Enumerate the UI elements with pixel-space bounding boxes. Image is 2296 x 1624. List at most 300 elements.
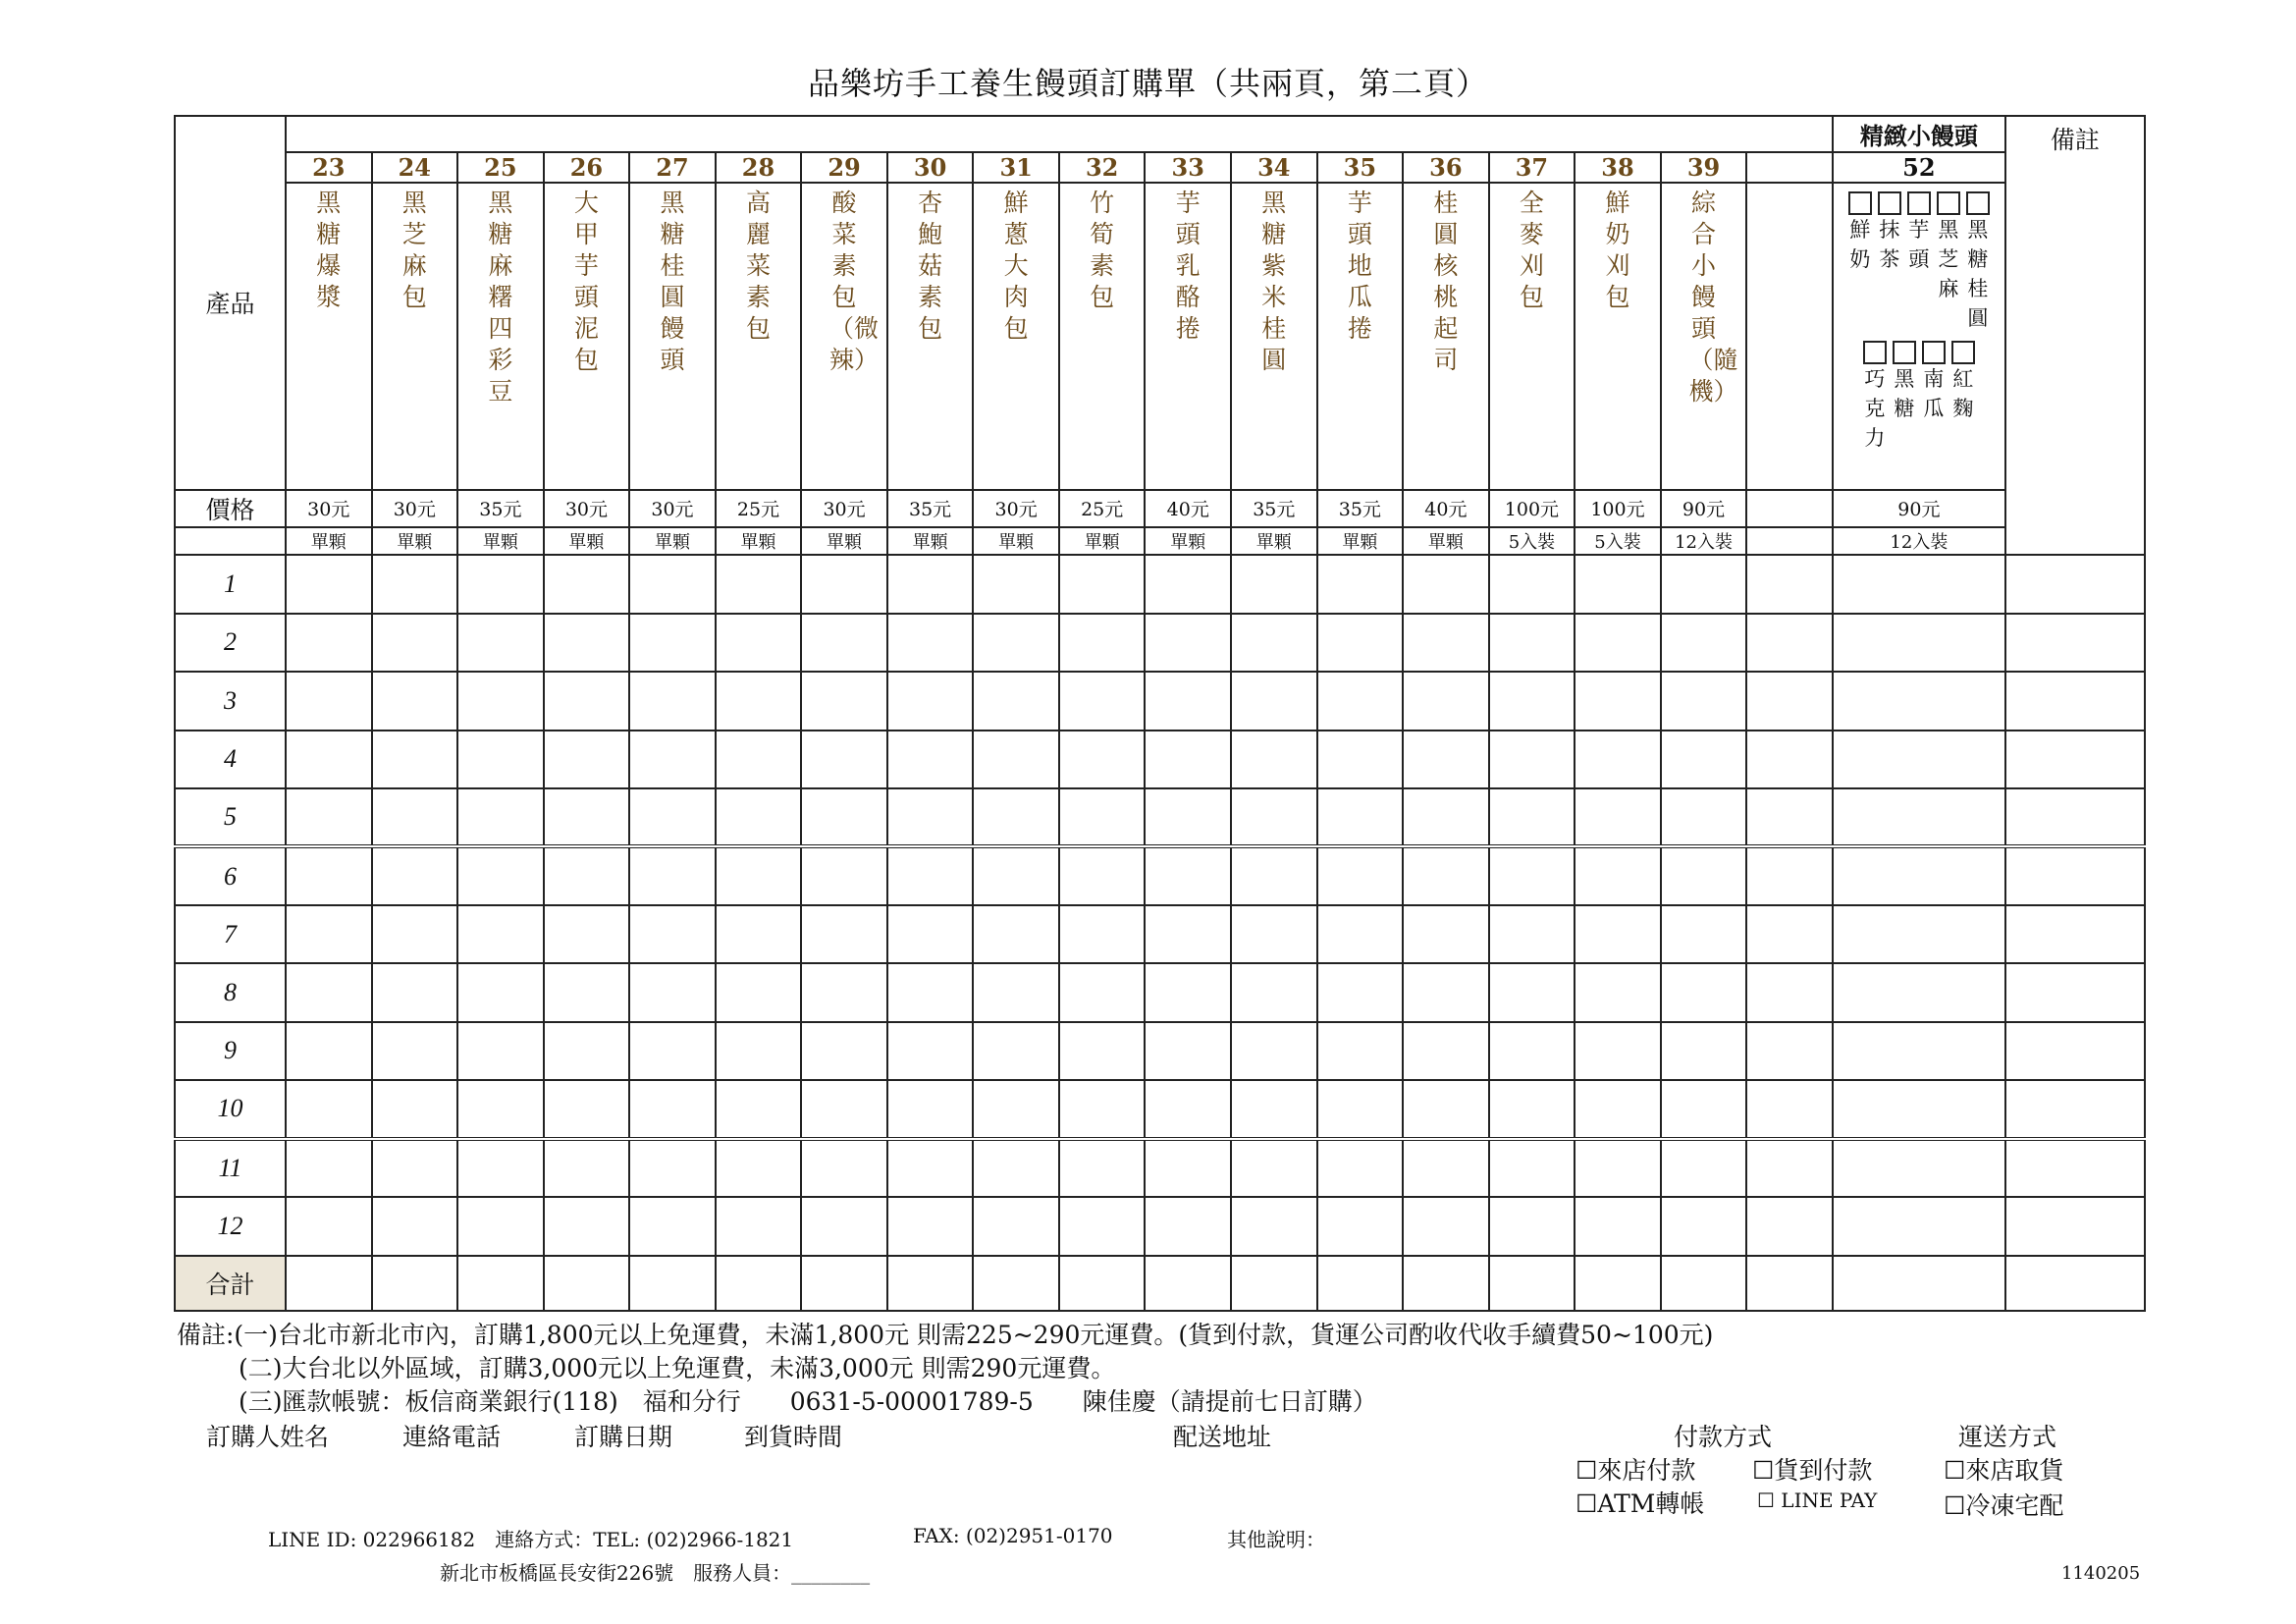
quantity-cell[interactable] [1403, 963, 1489, 1021]
quantity-cell[interactable] [457, 1022, 544, 1080]
quantity-cell[interactable] [1833, 963, 2005, 1021]
quantity-cell[interactable] [286, 846, 372, 904]
quantity-cell[interactable] [372, 846, 458, 904]
quantity-cell[interactable] [1403, 1139, 1489, 1197]
flavor-checkbox[interactable] [1937, 191, 1960, 215]
product-name-cell [1059, 183, 1146, 489]
flavor-label: 紅麴 [1952, 367, 1974, 421]
quantity-cell[interactable] [1231, 1139, 1317, 1197]
quantity-cell[interactable] [629, 555, 716, 613]
total-cell[interactable] [372, 1256, 458, 1311]
pay-atm-checkbox[interactable]: ☐ATM轉帳 [1575, 1489, 1705, 1518]
total-cell[interactable] [887, 1256, 974, 1311]
quantity-cell[interactable] [1059, 788, 1146, 846]
quantity-cell[interactable] [716, 846, 802, 904]
quantity-cell[interactable] [1746, 1080, 1833, 1138]
quantity-cell[interactable] [457, 1080, 544, 1138]
total-cell[interactable] [544, 1256, 630, 1311]
quantity-cell[interactable] [887, 555, 974, 613]
quantity-cell[interactable] [1661, 731, 1747, 788]
quantity-cell[interactable] [973, 788, 1059, 846]
quantity-cell[interactable] [629, 1139, 716, 1197]
quantity-cell[interactable] [1746, 963, 1833, 1021]
total-cell[interactable] [1231, 1256, 1317, 1311]
quantity-cell[interactable] [1059, 555, 1146, 613]
quantity-cell[interactable] [629, 963, 716, 1021]
total-cell[interactable] [629, 1256, 716, 1311]
quantity-cell[interactable] [544, 788, 630, 846]
quantity-cell[interactable] [457, 672, 544, 730]
quantity-cell[interactable] [1231, 731, 1317, 788]
quantity-cell[interactable] [1575, 788, 1661, 846]
product-number: 30 [887, 152, 974, 183]
quantity-cell[interactable] [1661, 1197, 1747, 1255]
quantity-cell[interactable] [1059, 1080, 1146, 1138]
total-cell[interactable] [1833, 1256, 2005, 1311]
quantity-cell[interactable] [716, 1080, 802, 1138]
quantity-cell[interactable] [544, 1139, 630, 1197]
quantity-cell[interactable] [1317, 672, 1404, 730]
quantity-cell[interactable] [544, 1080, 630, 1138]
quantity-cell[interactable] [1231, 1022, 1317, 1080]
quantity-cell[interactable] [1575, 731, 1661, 788]
quantity-cell[interactable] [1833, 731, 2005, 788]
quantity-cell[interactable] [544, 905, 630, 963]
product-name: 酸菜素包（微辣） [829, 189, 880, 375]
quantity-cell[interactable] [1661, 963, 1747, 1021]
quantity-cell[interactable] [1575, 905, 1661, 963]
note-1: 備註:(一)台北市新北市內，訂購1,800元以上免運費，未滿1,800元 則需225~290元運費。(貨到付款，貨運公司酌收代收手續費50~100元) [177, 1321, 1714, 1349]
quantity-cell[interactable] [887, 1139, 974, 1197]
quantity-cell[interactable] [2005, 905, 2145, 963]
quantity-cell[interactable] [1145, 1022, 1231, 1080]
quantity-cell[interactable] [457, 1197, 544, 1255]
quantity-cell[interactable] [1317, 731, 1404, 788]
quantity-cell[interactable] [286, 555, 372, 613]
quantity-cell[interactable] [716, 1139, 802, 1197]
flavor-checkbox[interactable] [1893, 341, 1916, 364]
quantity-cell[interactable] [973, 963, 1059, 1021]
quantity-cell[interactable] [2005, 672, 2145, 730]
quantity-cell[interactable] [973, 846, 1059, 904]
quantity-cell[interactable] [801, 1139, 887, 1197]
quantity-cell[interactable] [372, 731, 458, 788]
quantity-cell[interactable] [1403, 788, 1489, 846]
quantity-cell[interactable] [1661, 672, 1747, 730]
order-row [175, 1139, 2145, 1197]
quantity-cell[interactable] [1489, 614, 1575, 672]
quantity-cell[interactable] [1317, 1022, 1404, 1080]
quantity-cell[interactable] [1489, 1080, 1575, 1138]
quantity-cell[interactable] [2005, 963, 2145, 1021]
quantity-cell[interactable] [1489, 846, 1575, 904]
total-cell[interactable] [286, 1256, 372, 1311]
quantity-cell[interactable] [716, 1197, 802, 1255]
quantity-cell[interactable] [1661, 1080, 1747, 1138]
quantity-cell[interactable] [1489, 1022, 1575, 1080]
pay-on-delivery-checkbox[interactable]: ☐貨到付款 [1752, 1456, 1873, 1485]
quantity-cell[interactable] [372, 905, 458, 963]
quantity-cell[interactable] [1661, 788, 1747, 846]
quantity-cell[interactable] [2005, 846, 2145, 904]
flavor-checkbox[interactable] [1878, 191, 1901, 215]
quantity-cell[interactable] [1317, 1139, 1404, 1197]
total-cell[interactable] [457, 1256, 544, 1311]
order-date-label[interactable]: 訂購日期 [574, 1423, 673, 1451]
quantity-cell[interactable] [1489, 1197, 1575, 1255]
quantity-cell[interactable] [457, 1139, 544, 1197]
quantity-cell[interactable] [1317, 1197, 1404, 1255]
frozen-delivery-checkbox[interactable]: ☐冷凍宅配 [1944, 1491, 2064, 1520]
quantity-cell[interactable] [1231, 555, 1317, 613]
quantity-cell[interactable] [801, 1022, 887, 1080]
quantity-cell[interactable] [887, 1022, 974, 1080]
quantity-cell[interactable] [1059, 905, 1146, 963]
quantity-cell[interactable] [1746, 905, 1833, 963]
quantity-cell[interactable] [1833, 1139, 2005, 1197]
quantity-cell[interactable] [1059, 846, 1146, 904]
quantity-cell[interactable] [2005, 1022, 2145, 1080]
quantity-cell[interactable] [372, 1197, 458, 1255]
product-label: 產品 [175, 116, 286, 490]
total-cell[interactable] [1575, 1256, 1661, 1311]
quantity-cell[interactable] [629, 905, 716, 963]
quantity-cell[interactable] [801, 614, 887, 672]
quantity-cell[interactable] [372, 1080, 458, 1138]
quantity-cell[interactable] [629, 672, 716, 730]
total-cell[interactable] [716, 1256, 802, 1311]
quantity-cell[interactable] [629, 614, 716, 672]
flavor-checkbox[interactable] [1951, 341, 1975, 364]
pay-in-store-checkbox[interactable]: ☐來店付款 [1575, 1456, 1696, 1485]
total-cell[interactable] [1403, 1256, 1489, 1311]
quantity-cell[interactable] [286, 614, 372, 672]
quantity-cell[interactable] [887, 1197, 974, 1255]
quantity-cell[interactable] [801, 788, 887, 846]
mini-mantou-label: 精緻小饅頭 [1833, 116, 2005, 152]
quantity-cell[interactable] [973, 1080, 1059, 1138]
total-cell[interactable] [1746, 1256, 1833, 1311]
quantity-cell[interactable] [629, 1080, 716, 1138]
quantity-cell[interactable] [1746, 731, 1833, 788]
quantity-cell[interactable] [1575, 1197, 1661, 1255]
quantity-cell[interactable] [1145, 788, 1231, 846]
quantity-cell[interactable] [1317, 614, 1404, 672]
quantity-cell[interactable] [544, 1197, 630, 1255]
quantity-cell[interactable] [1575, 963, 1661, 1021]
quantity-cell[interactable] [457, 555, 544, 613]
quantity-cell[interactable] [2005, 555, 2145, 613]
quantity-cell[interactable] [1489, 672, 1575, 730]
quantity-cell[interactable] [801, 1080, 887, 1138]
quantity-cell[interactable] [2005, 1197, 2145, 1255]
quantity-cell[interactable] [1231, 846, 1317, 904]
quantity-cell[interactable] [286, 963, 372, 1021]
quantity-cell[interactable] [1145, 555, 1231, 613]
quantity-cell[interactable] [716, 614, 802, 672]
quantity-cell[interactable] [1231, 963, 1317, 1021]
total-cell[interactable] [1145, 1256, 1231, 1311]
quantity-cell[interactable] [1489, 788, 1575, 846]
quantity-cell[interactable] [1059, 1022, 1146, 1080]
quantity-cell[interactable] [1746, 1139, 1833, 1197]
flavor-checkbox[interactable] [1863, 341, 1887, 364]
quantity-cell[interactable] [1231, 788, 1317, 846]
quantity-cell[interactable] [1489, 905, 1575, 963]
quantity-cell[interactable] [716, 963, 802, 1021]
quantity-cell[interactable] [1489, 963, 1575, 1021]
quantity-cell[interactable] [372, 1139, 458, 1197]
quantity-cell[interactable] [1661, 555, 1747, 613]
product-number-row [175, 152, 2145, 183]
quantity-cell[interactable] [1059, 1197, 1146, 1255]
quantity-cell[interactable] [1231, 1080, 1317, 1138]
quantity-cell[interactable] [286, 672, 372, 730]
quantity-cell[interactable] [1489, 1139, 1575, 1197]
quantity-cell[interactable] [801, 555, 887, 613]
quantity-cell[interactable] [544, 963, 630, 1021]
quantity-cell[interactable] [1746, 614, 1833, 672]
quantity-cell[interactable] [457, 846, 544, 904]
quantity-cell[interactable] [1317, 963, 1404, 1021]
quantity-cell[interactable] [973, 555, 1059, 613]
quantity-cell[interactable] [2005, 614, 2145, 672]
delivery-address-label[interactable]: 配送地址 [1173, 1423, 1272, 1451]
quantity-cell[interactable] [1746, 1022, 1833, 1080]
quantity-cell[interactable] [887, 731, 974, 788]
quantity-cell[interactable] [1145, 731, 1231, 788]
quantity-cell[interactable] [544, 672, 630, 730]
quantity-cell[interactable] [1833, 846, 2005, 904]
phone-label[interactable]: 連絡電話 [402, 1423, 502, 1451]
quantity-cell[interactable] [629, 731, 716, 788]
quantity-cell[interactable] [716, 555, 802, 613]
order-row [175, 555, 2145, 613]
quantity-cell[interactable] [286, 1197, 372, 1255]
quantity-cell[interactable] [1575, 555, 1661, 613]
product-price: 40元 [1145, 490, 1231, 527]
pickup-in-store-checkbox[interactable]: ☐來店取貨 [1944, 1456, 2064, 1485]
quantity-cell[interactable] [716, 731, 802, 788]
quantity-cell[interactable] [1317, 555, 1404, 613]
quantity-cell[interactable] [1403, 731, 1489, 788]
quantity-cell[interactable] [973, 1139, 1059, 1197]
quantity-cell[interactable] [973, 905, 1059, 963]
quantity-cell[interactable] [1575, 614, 1661, 672]
quantity-cell[interactable] [1833, 672, 2005, 730]
quantity-cell[interactable] [887, 788, 974, 846]
quantity-cell[interactable] [1833, 788, 2005, 846]
quantity-cell[interactable] [801, 672, 887, 730]
flavor-checkbox[interactable] [1848, 191, 1872, 215]
quantity-cell[interactable] [1317, 846, 1404, 904]
quantity-cell[interactable] [372, 963, 458, 1021]
quantity-cell[interactable] [1145, 614, 1231, 672]
quantity-cell[interactable] [286, 1080, 372, 1138]
quantity-cell[interactable] [1833, 905, 2005, 963]
quantity-cell[interactable] [973, 1197, 1059, 1255]
quantity-cell[interactable] [1231, 905, 1317, 963]
total-cell[interactable] [973, 1256, 1059, 1311]
quantity-cell[interactable] [1746, 788, 1833, 846]
row-number: 5 [175, 788, 286, 846]
flavor-checkbox[interactable] [1907, 191, 1931, 215]
quantity-cell[interactable] [1317, 1080, 1404, 1138]
quantity-cell[interactable] [544, 731, 630, 788]
quantity-cell[interactable] [286, 1022, 372, 1080]
delivery-method-title: 運送方式 [1958, 1423, 2057, 1451]
product-price: 35元 [887, 490, 974, 527]
quantity-cell[interactable] [372, 672, 458, 730]
quantity-cell[interactable] [1403, 1022, 1489, 1080]
quantity-cell[interactable] [1059, 731, 1146, 788]
quantity-cell[interactable] [1746, 1197, 1833, 1255]
quantity-cell[interactable] [1145, 1080, 1231, 1138]
quantity-cell[interactable] [2005, 731, 2145, 788]
quantity-cell[interactable] [629, 788, 716, 846]
quantity-cell[interactable] [1833, 555, 2005, 613]
quantity-cell[interactable] [973, 614, 1059, 672]
quantity-cell[interactable] [1145, 963, 1231, 1021]
quantity-cell[interactable] [973, 672, 1059, 730]
arrival-time-label[interactable]: 到貨時間 [744, 1423, 843, 1451]
quantity-cell[interactable] [1059, 963, 1146, 1021]
quantity-cell[interactable] [973, 731, 1059, 788]
flavor-checkbox[interactable] [1966, 191, 1990, 215]
row-number: 11 [175, 1139, 286, 1197]
quantity-cell[interactable] [887, 614, 974, 672]
quantity-cell[interactable] [457, 963, 544, 1021]
quantity-cell[interactable] [1145, 1139, 1231, 1197]
pay-linepay-checkbox[interactable]: ☐ LINE PAY [1757, 1489, 1878, 1512]
total-cell[interactable] [2005, 1256, 2145, 1311]
quantity-cell[interactable] [1833, 1197, 2005, 1255]
quantity-cell[interactable] [1145, 846, 1231, 904]
quantity-cell[interactable] [544, 555, 630, 613]
quantity-cell[interactable] [1746, 846, 1833, 904]
quantity-cell[interactable] [1746, 672, 1833, 730]
quantity-cell[interactable] [1231, 672, 1317, 730]
quantity-cell[interactable] [1403, 672, 1489, 730]
quantity-cell[interactable] [1403, 614, 1489, 672]
quantity-cell[interactable] [1059, 672, 1146, 730]
quantity-cell[interactable] [1403, 1197, 1489, 1255]
flavor-label: 黑糖桂圓 [1967, 218, 1989, 331]
quantity-cell[interactable] [1489, 555, 1575, 613]
quantity-cell[interactable] [1145, 672, 1231, 730]
quantity-cell[interactable] [887, 1080, 974, 1138]
orderer-name-label[interactable]: 訂購人姓名 [206, 1423, 330, 1451]
quantity-cell[interactable] [372, 1022, 458, 1080]
quantity-cell[interactable] [1575, 1022, 1661, 1080]
quantity-cell[interactable] [1833, 1080, 2005, 1138]
quantity-cell[interactable] [1059, 614, 1146, 672]
quantity-cell[interactable] [716, 1022, 802, 1080]
quantity-cell[interactable] [544, 1022, 630, 1080]
product-number: 25 [457, 152, 544, 183]
quantity-cell[interactable] [286, 731, 372, 788]
quantity-cell[interactable] [1661, 846, 1747, 904]
flavor-label: 黑芝麻 [1938, 218, 1959, 301]
quantity-cell[interactable] [1145, 1197, 1231, 1255]
quantity-cell[interactable] [1403, 1080, 1489, 1138]
product-name-cell [1575, 183, 1661, 489]
quantity-cell[interactable] [457, 614, 544, 672]
quantity-cell[interactable] [801, 731, 887, 788]
quantity-cell[interactable] [457, 788, 544, 846]
quantity-cell[interactable] [801, 963, 887, 1021]
total-cell[interactable] [1059, 1256, 1146, 1311]
quantity-cell[interactable] [1489, 731, 1575, 788]
quantity-cell[interactable] [629, 846, 716, 904]
quantity-cell[interactable] [372, 555, 458, 613]
quantity-cell[interactable] [801, 1197, 887, 1255]
quantity-cell[interactable] [716, 788, 802, 846]
quantity-cell[interactable] [286, 788, 372, 846]
quantity-cell[interactable] [629, 1022, 716, 1080]
quantity-cell[interactable] [1317, 788, 1404, 846]
quantity-cell[interactable] [457, 905, 544, 963]
quantity-cell[interactable] [372, 614, 458, 672]
quantity-cell[interactable] [1575, 1139, 1661, 1197]
total-cell[interactable] [1661, 1256, 1747, 1311]
quantity-cell[interactable] [1746, 555, 1833, 613]
quantity-cell[interactable] [544, 846, 630, 904]
quantity-cell[interactable] [801, 846, 887, 904]
quantity-cell[interactable] [544, 614, 630, 672]
quantity-cell[interactable] [629, 1197, 716, 1255]
quantity-cell[interactable] [1575, 846, 1661, 904]
quantity-cell[interactable] [1403, 905, 1489, 963]
product-unit: 單顆 [457, 527, 544, 555]
quantity-cell[interactable] [286, 1139, 372, 1197]
quantity-cell[interactable] [1833, 1022, 2005, 1080]
quantity-cell[interactable] [1661, 614, 1747, 672]
quantity-cell[interactable] [1403, 555, 1489, 613]
quantity-cell[interactable] [887, 672, 974, 730]
quantity-cell[interactable] [372, 788, 458, 846]
quantity-cell[interactable] [2005, 788, 2145, 846]
quantity-cell[interactable] [286, 905, 372, 963]
quantity-cell[interactable] [1231, 1197, 1317, 1255]
quantity-cell[interactable] [716, 905, 802, 963]
total-cell[interactable] [1489, 1256, 1575, 1311]
flavor-checkbox[interactable] [1922, 341, 1946, 364]
quantity-cell[interactable] [716, 672, 802, 730]
quantity-cell[interactable] [1059, 1139, 1146, 1197]
quantity-cell[interactable] [1661, 1022, 1747, 1080]
quantity-cell[interactable] [801, 905, 887, 963]
quantity-cell[interactable] [2005, 1080, 2145, 1138]
quantity-cell[interactable] [1575, 1080, 1661, 1138]
quantity-cell[interactable] [1317, 905, 1404, 963]
quantity-cell[interactable] [887, 846, 974, 904]
quantity-cell[interactable] [1231, 614, 1317, 672]
quantity-cell[interactable] [973, 1022, 1059, 1080]
quantity-cell[interactable] [2005, 1139, 2145, 1197]
quantity-cell[interactable] [1661, 905, 1747, 963]
total-cell[interactable] [1317, 1256, 1404, 1311]
quantity-cell[interactable] [1403, 846, 1489, 904]
quantity-cell[interactable] [887, 963, 974, 1021]
quantity-cell[interactable] [1661, 1139, 1747, 1197]
quantity-cell[interactable] [887, 905, 974, 963]
quantity-cell[interactable] [1833, 614, 2005, 672]
quantity-cell[interactable] [1575, 672, 1661, 730]
quantity-cell[interactable] [1145, 905, 1231, 963]
total-cell[interactable] [801, 1256, 887, 1311]
quantity-cell[interactable] [457, 731, 544, 788]
